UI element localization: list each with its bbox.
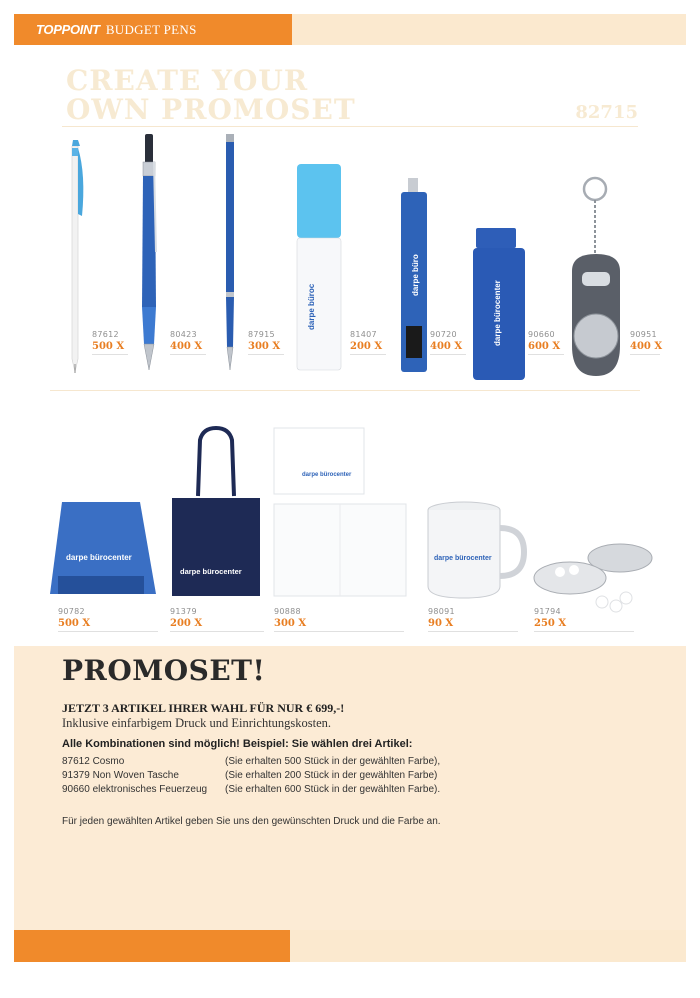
bottom-banner-cream — [290, 930, 686, 962]
product-qty: 400 X — [430, 341, 463, 352]
promo-example-row — [62, 770, 437, 781]
promo-title: PROMOSET! — [62, 654, 266, 687]
product-code: 98091 — [428, 607, 455, 616]
divider-top — [62, 126, 638, 127]
product-code: 80423 — [170, 330, 197, 339]
product-qty: 500 X — [58, 618, 91, 629]
ice-scraper-image — [48, 500, 158, 600]
product-code: 87612 — [92, 330, 119, 339]
svg-text:darpe bürocenter: darpe bürocenter — [302, 472, 352, 478]
product-underline — [350, 354, 386, 355]
product-qty: 90 X — [428, 618, 454, 629]
promo-example-row — [62, 784, 440, 795]
top-banner-orange — [14, 14, 292, 45]
product-underline — [92, 354, 128, 355]
product-qty: 200 X — [350, 341, 383, 352]
lighter-image — [470, 226, 528, 382]
promo-example-note: (Sie erhalten 500 Stück in der gewählten Farbe), — [225, 756, 441, 767]
promo-example-item: 90660 elektronisches Feuerzeug — [62, 784, 208, 795]
svg-text:darpe büroc: darpe büroc — [307, 283, 316, 330]
promo-example-item: 87612 Cosmo — [62, 756, 125, 767]
divider-middle — [50, 390, 640, 391]
promo-example-row — [62, 756, 440, 767]
product-qty: 400 X — [170, 341, 203, 352]
promo-combinations: Alle Kombinationen sind möglich! Beispiel: Sie wählen drei Artikel: — [62, 738, 413, 750]
top-banner — [14, 14, 686, 45]
product-qty: 600 X — [528, 341, 561, 352]
series-title: BUDGET PENS — [105, 21, 197, 37]
product-underline — [630, 354, 660, 355]
pen-slim-blue-image — [218, 132, 242, 372]
product-code: 91379 — [170, 607, 197, 616]
headline-line-1: CREATE YOUR — [66, 64, 309, 97]
bottom-banner — [14, 930, 686, 962]
product-90782-ice-scraper — [48, 500, 158, 600]
svg-text:darpe bürocenter: darpe bürocenter — [493, 280, 502, 346]
product-code: 87915 — [248, 330, 275, 339]
product-code: 81407 — [350, 330, 377, 339]
product-87612-pen — [60, 134, 90, 374]
product-underline — [534, 631, 634, 632]
product-qty: 400 X — [630, 341, 663, 352]
product-underline — [528, 354, 564, 355]
promo-example-item: 91379 Non Woven Tasche — [62, 770, 179, 781]
promo-subtitle: JETZT 3 ARTIKEL IHRER WAHL FÜR NUR € 699,-! — [62, 701, 345, 715]
highlighter-image — [294, 160, 344, 374]
product-90660-lighter — [470, 226, 528, 382]
svg-text:darpe bürocenter: darpe bürocenter — [180, 567, 242, 576]
promo-note: Für jeden gewählten Artikel geben Sie uns den gewünschten Druck und die Farbe an. — [62, 816, 441, 827]
product-90951-keychain — [564, 176, 628, 382]
top-banner-cream — [292, 14, 686, 45]
product-qty: 250 X — [534, 618, 567, 629]
set-number: 82715 — [575, 102, 638, 123]
promo-example-note: (Sie erhalten 600 Stück in der gewählten Farbe). — [225, 784, 441, 795]
bottom-banner-orange — [14, 930, 290, 962]
product-underline — [248, 354, 284, 355]
product-qty: 200 X — [170, 618, 203, 629]
product-qty: 500 X — [92, 341, 125, 352]
product-underline — [170, 631, 264, 632]
product-87915-pen — [218, 132, 242, 372]
cutter-image — [396, 176, 432, 376]
product-80423-pen — [134, 132, 166, 372]
product-code: 90782 — [58, 607, 85, 616]
pen-white-image — [60, 134, 90, 374]
pen-blue-image — [134, 132, 166, 372]
keychain-image — [564, 176, 628, 382]
product-81407-highlighter — [294, 160, 344, 374]
promo-example-note: (Sie erhalten 200 Stück in der gewählten Farbe) — [225, 770, 438, 781]
product-code: 90951 — [630, 330, 657, 339]
product-code: 90720 — [430, 330, 457, 339]
product-underline — [58, 631, 158, 632]
product-90720-cutter — [396, 176, 432, 376]
product-underline — [170, 354, 206, 355]
tote-bag-image — [170, 426, 262, 598]
product-code: 91794 — [534, 607, 561, 616]
promo-inclusive: Inklusive einfarbigem Druck und Einrichtungskosten. — [62, 716, 332, 730]
svg-text:darpe büro: darpe büro — [411, 254, 420, 296]
product-underline — [428, 631, 518, 632]
brand-logo: TOPPOINT — [36, 22, 100, 37]
product-90888-notepad — [272, 426, 408, 598]
promo-panel — [14, 646, 686, 930]
mug-image — [424, 500, 528, 600]
product-code: 90888 — [274, 607, 301, 616]
headline — [66, 66, 356, 124]
product-91379-tote-bag — [170, 426, 262, 598]
svg-text:darpe bürocenter: darpe bürocenter — [66, 553, 132, 562]
product-98091-mug — [424, 500, 528, 600]
product-code: 90660 — [528, 330, 555, 339]
product-underline — [430, 354, 466, 355]
notepad-image — [272, 426, 408, 598]
svg-text:darpe bürocenter: darpe bürocenter — [434, 555, 492, 562]
product-qty: 300 X — [248, 341, 281, 352]
product-underline — [274, 631, 404, 632]
headline-line-2: OWN PROMOSET — [66, 93, 356, 126]
product-qty: 300 X — [274, 618, 307, 629]
